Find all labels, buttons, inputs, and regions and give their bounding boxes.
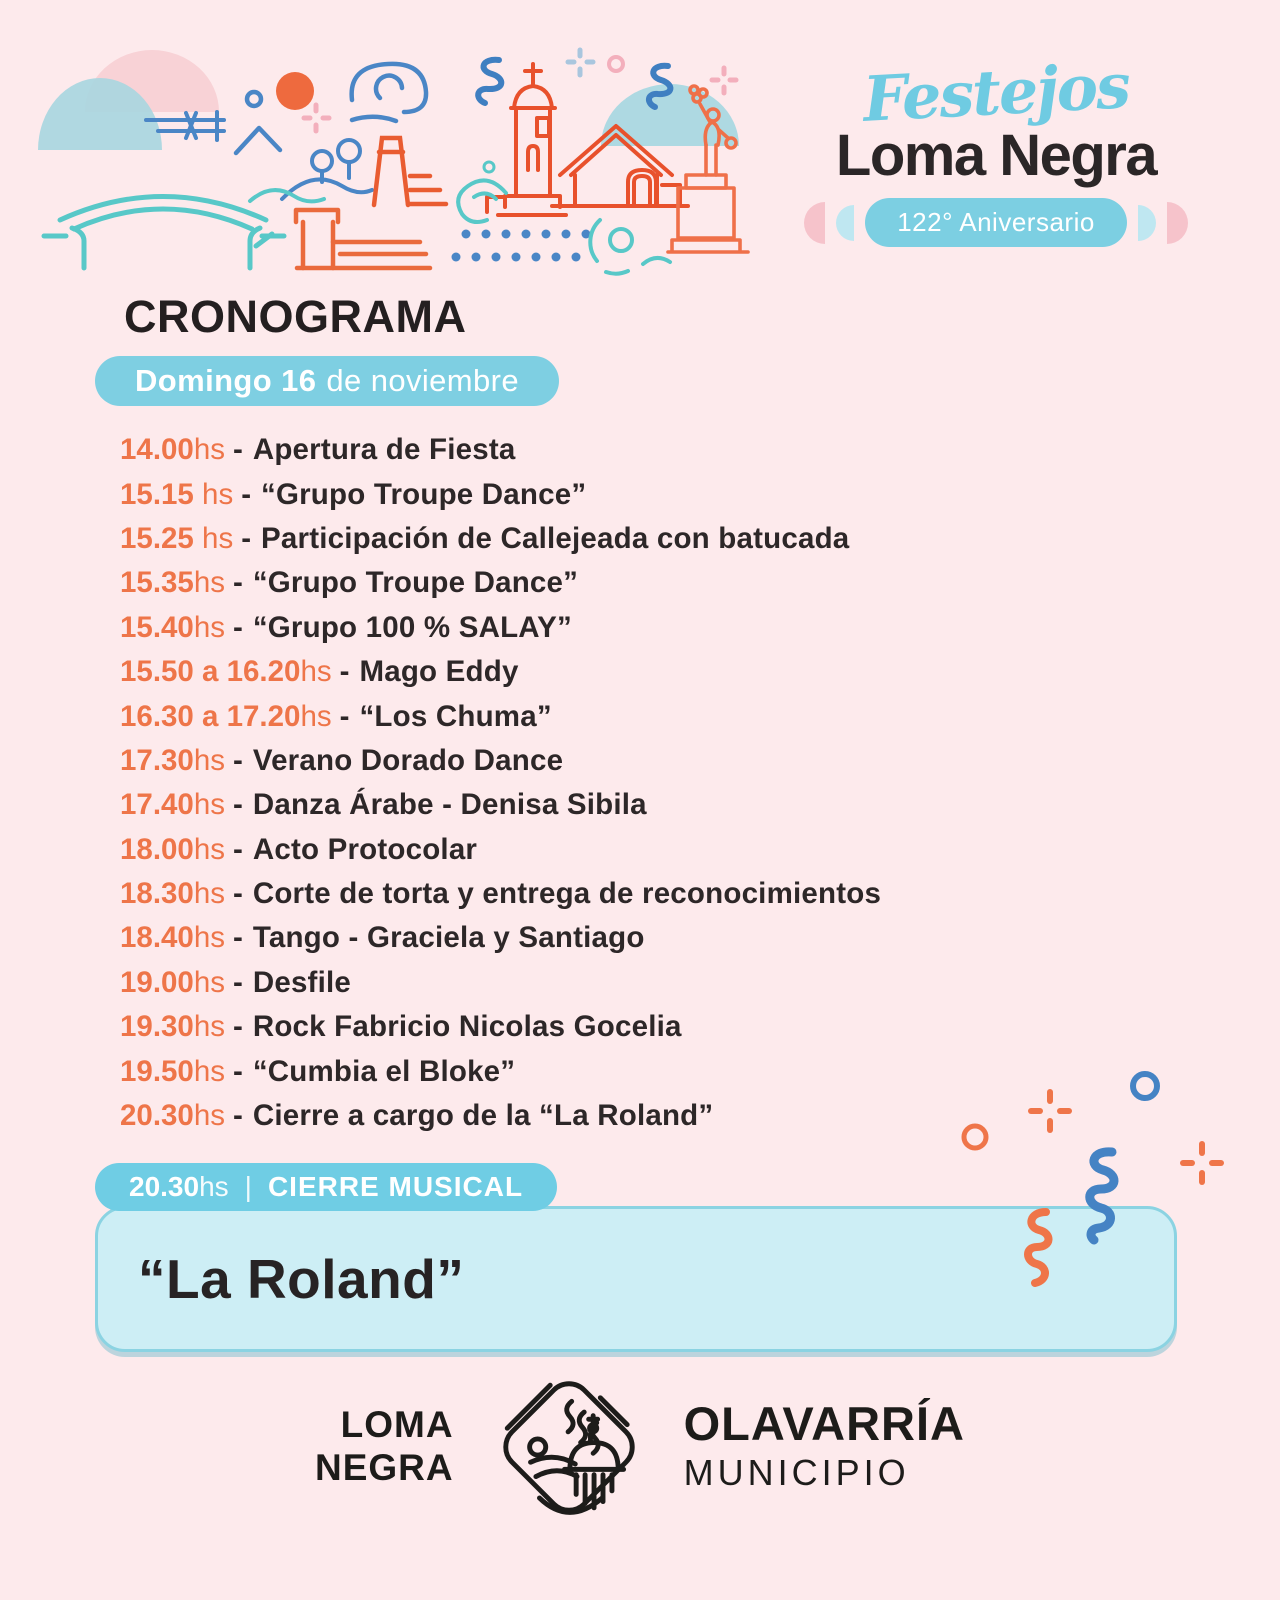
event-separator: - bbox=[233, 433, 243, 467]
event-separator: - bbox=[233, 832, 243, 866]
pink-sparkle-icon bbox=[304, 105, 329, 131]
half-disc-blue-right-icon bbox=[1138, 205, 1156, 241]
event-time-suffix: hs bbox=[193, 877, 225, 911]
event-time-suffix: hs bbox=[300, 699, 332, 733]
orange-ring-icon bbox=[964, 1126, 986, 1148]
cierre-separator: | bbox=[244, 1171, 252, 1202]
event-separator: - bbox=[233, 921, 243, 955]
event-name: “Grupo Troupe Dance” bbox=[252, 566, 579, 600]
event-time-suffix: hs bbox=[193, 832, 225, 866]
sun-icon bbox=[276, 72, 314, 110]
blue-squiggle2-icon bbox=[649, 66, 670, 107]
event-name: Verano Dorado Dance bbox=[252, 743, 564, 777]
schedule-item bbox=[120, 916, 881, 960]
event-time-suffix: hs bbox=[193, 788, 225, 822]
olavarria-logo bbox=[683, 1397, 966, 1494]
event-time-suffix: hs bbox=[202, 477, 234, 511]
cierre-badge bbox=[95, 1163, 557, 1211]
orange-building-icon bbox=[296, 210, 430, 268]
cierre-panel bbox=[95, 1206, 1177, 1352]
smoke-cloud-icon bbox=[352, 64, 426, 121]
schedule-item bbox=[120, 472, 881, 516]
event-time-suffix: hs bbox=[193, 566, 225, 600]
event-separator: - bbox=[339, 699, 350, 733]
schedule-item bbox=[120, 1049, 881, 1093]
event-separator: - bbox=[233, 788, 243, 822]
event-time: 14.00 bbox=[120, 433, 194, 467]
event-separator: - bbox=[233, 566, 243, 600]
date-badge-rest: de noviembre bbox=[326, 363, 520, 398]
event-time-suffix: hs bbox=[193, 1054, 225, 1088]
teal-circles-icon bbox=[590, 220, 670, 274]
slate-sparkle-icon bbox=[568, 50, 593, 75]
event-time-suffix: hs bbox=[193, 1010, 225, 1044]
event-name: Danza Árabe - Denisa Sibila bbox=[252, 788, 647, 822]
schedule-item bbox=[120, 650, 881, 694]
brand-title: Loma Negra bbox=[835, 123, 1157, 188]
anniversary-badge-row bbox=[792, 198, 1200, 247]
pink-sparkle2-icon bbox=[712, 68, 736, 93]
event-separator: - bbox=[241, 521, 252, 555]
schedule-item bbox=[120, 517, 881, 561]
event-time-suffix: hs bbox=[193, 610, 225, 644]
orange-sparkle2-icon bbox=[1183, 1144, 1221, 1182]
orange-sparkle-icon bbox=[1031, 1092, 1069, 1130]
schedule-item bbox=[120, 783, 881, 827]
loma-negra-logo bbox=[315, 1404, 454, 1489]
event-name: Corte de torta y entrega de reconocimientos bbox=[252, 877, 882, 911]
event-time: 16.30 a 17.20 bbox=[120, 699, 301, 733]
event-name: “Cumbia el Bloke” bbox=[252, 1054, 516, 1088]
teal-wave-icon bbox=[250, 190, 324, 201]
event-name: “Grupo 100 % SALAY” bbox=[252, 610, 572, 644]
pink-ring-icon bbox=[609, 57, 623, 71]
statue-dome-icon bbox=[601, 84, 739, 146]
event-name: Tango - Graciela y Santiago bbox=[252, 921, 645, 955]
half-disc-blue-left-icon bbox=[836, 205, 854, 241]
event-time: 15.35 bbox=[120, 566, 194, 600]
event-separator: - bbox=[339, 655, 350, 689]
schedule-list bbox=[120, 428, 881, 1138]
schedule-item bbox=[120, 828, 881, 872]
schedule-item bbox=[120, 1094, 881, 1138]
event-name: Participación de Callejeada con batucada bbox=[261, 521, 850, 555]
schedule-item bbox=[120, 739, 881, 783]
event-time: 19.50 bbox=[120, 1054, 194, 1088]
schedule-item bbox=[120, 872, 881, 916]
anniversary-badge: 122° Aniversario bbox=[865, 198, 1127, 247]
event-name: Desfile bbox=[252, 965, 351, 999]
date-badge bbox=[95, 356, 559, 406]
schedule-item bbox=[120, 428, 881, 472]
event-time-suffix: hs bbox=[300, 655, 332, 689]
event-name: Rock Fabricio Nicolas Gocelia bbox=[252, 1010, 682, 1044]
bridge-icon bbox=[44, 197, 284, 269]
schedule-item bbox=[120, 694, 881, 738]
cierre-label: CIERRE MUSICAL bbox=[267, 1171, 524, 1202]
event-name: “Grupo Troupe Dance” bbox=[261, 477, 587, 511]
event-time-suffix: hs bbox=[193, 1099, 225, 1133]
event-time: 20.30 bbox=[120, 1099, 194, 1133]
event-time: 19.30 bbox=[120, 1010, 194, 1044]
event-time: 15.40 bbox=[120, 610, 194, 644]
event-time: 17.40 bbox=[120, 788, 194, 822]
event-time-suffix: hs bbox=[193, 743, 225, 777]
event-time: 15.15 bbox=[120, 477, 203, 511]
hills-trees-icon bbox=[282, 140, 372, 199]
teal-swirl-icon bbox=[458, 162, 506, 222]
event-name: Acto Protocolar bbox=[252, 832, 478, 866]
event-name: “Los Chuma” bbox=[359, 699, 552, 733]
blue-squiggle-icon bbox=[478, 60, 501, 103]
event-time: 19.00 bbox=[120, 965, 194, 999]
statue-icon bbox=[668, 86, 748, 252]
event-time-suffix: hs bbox=[202, 521, 234, 555]
date-badge-day: Domingo 16 bbox=[135, 363, 317, 398]
event-name: Mago Eddy bbox=[359, 655, 519, 689]
event-time: 15.50 a 16.20 bbox=[120, 655, 301, 689]
church-icon bbox=[487, 64, 566, 215]
schedule-item bbox=[120, 961, 881, 1005]
event-separator: - bbox=[233, 877, 243, 911]
event-time: 18.40 bbox=[120, 921, 194, 955]
event-time-suffix: hs bbox=[193, 921, 225, 955]
event-time: 17.30 bbox=[120, 743, 194, 777]
event-separator: - bbox=[233, 610, 243, 644]
blue-ring-icon bbox=[1133, 1074, 1157, 1098]
olavarria-title: OLAVARRÍA bbox=[683, 1397, 966, 1450]
event-separator: - bbox=[241, 477, 252, 511]
mountain-icon bbox=[236, 128, 280, 153]
event-separator: - bbox=[233, 1099, 243, 1133]
dots-icon bbox=[452, 230, 591, 262]
event-name: Cierre a cargo de la “La Roland” bbox=[252, 1099, 714, 1133]
schedule-item bbox=[120, 561, 881, 605]
municipio-subtitle: MUNICIPIO bbox=[683, 1452, 910, 1493]
half-disc-pink-left-icon bbox=[804, 202, 825, 244]
event-name: Apertura de Fiesta bbox=[252, 433, 516, 467]
cierre-time: 20.30 bbox=[129, 1171, 200, 1202]
schedule-item bbox=[120, 606, 881, 650]
house-icon bbox=[552, 126, 688, 206]
olavarria-emblem-icon bbox=[484, 1362, 654, 1532]
band-name: “La Roland” bbox=[138, 1248, 465, 1310]
loma-negra-line2: NEGRA bbox=[314, 1447, 454, 1488]
loma-negra-line1: LOMA bbox=[340, 1404, 454, 1446]
event-time-suffix: hs bbox=[193, 433, 225, 467]
festejos-script-title: Festejos bbox=[861, 49, 1131, 136]
event-time-suffix: hs bbox=[193, 965, 225, 999]
clouds-icon bbox=[38, 50, 219, 150]
page-title: CRONOGRAMA bbox=[124, 291, 467, 342]
event-separator: - bbox=[233, 1054, 243, 1088]
footer-logos bbox=[0, 1362, 1280, 1532]
event-separator: - bbox=[233, 1010, 243, 1044]
half-disc-pink-right-icon bbox=[1167, 202, 1188, 244]
brand-block bbox=[792, 49, 1200, 247]
factory-icon bbox=[374, 138, 446, 205]
blue-ring-icon bbox=[247, 92, 261, 106]
power-line-icon bbox=[146, 112, 224, 140]
event-time: 15.25 bbox=[120, 521, 203, 555]
cierre-time-suffix: hs bbox=[199, 1171, 229, 1202]
event-separator: - bbox=[233, 743, 243, 777]
event-time: 18.00 bbox=[120, 832, 194, 866]
event-time: 18.30 bbox=[120, 877, 194, 911]
schedule-item bbox=[120, 1005, 881, 1049]
event-separator: - bbox=[233, 965, 243, 999]
